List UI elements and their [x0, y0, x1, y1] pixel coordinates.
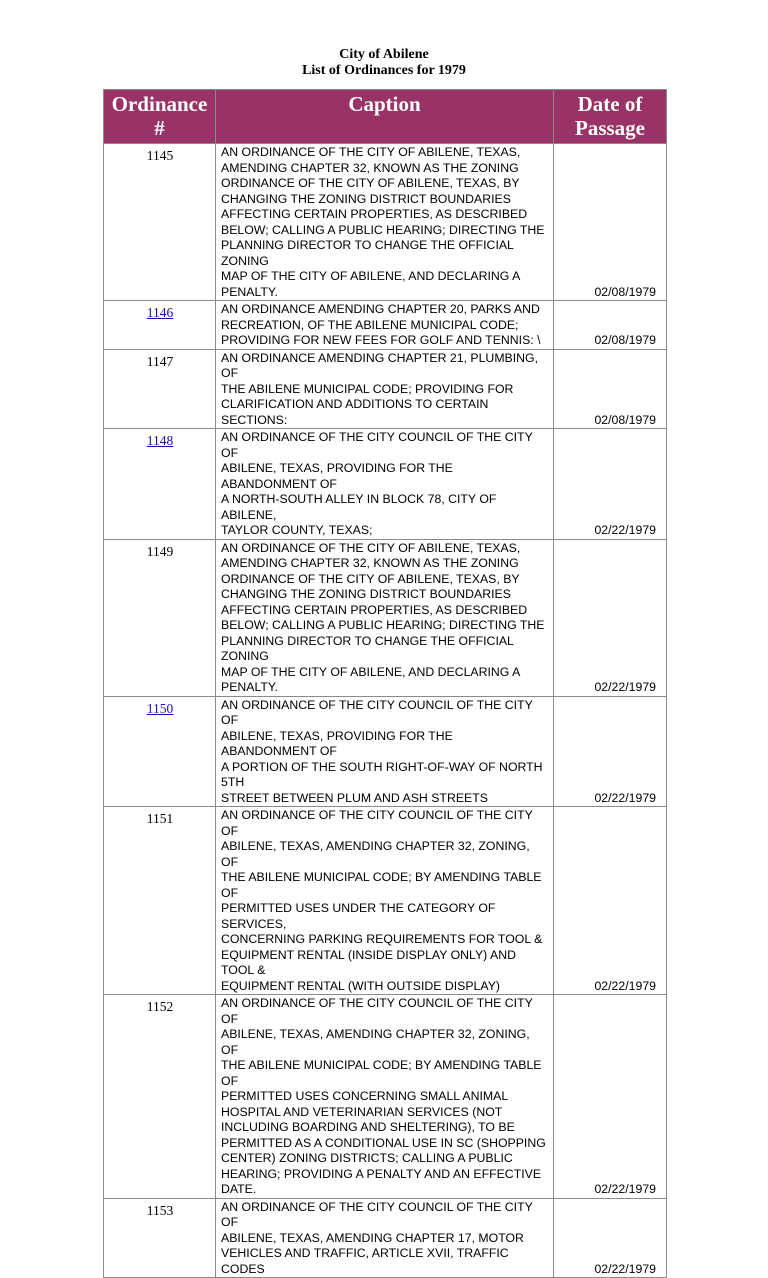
date-of-passage-cell: 02/22/1979 [554, 539, 667, 696]
date-of-passage-cell: 02/08/1979 [554, 349, 667, 429]
caption-cell: AN ORDINANCE OF THE CITY COUNCIL OF THE CITY OF ABILENE, TEXAS, PROVIDING FOR THE ABANDONMENT OF A NORTH-SOUTH ALLEY IN BLOCK 78, CITY OF ABILENE, TAYLOR COUNTY, TEXAS; [216, 429, 554, 540]
table-row [104, 995, 667, 1199]
column-header-ordinance: Ordinance # [104, 90, 216, 144]
caption-cell: AN ORDINANCE OF THE CITY COUNCIL OF THE CITY OF ABILENE, TEXAS, AMENDING CHAPTER 32, ZONING, OF THE ABILENE MUNICIPAL CODE; BY AMENDING TABLE OF PERMITTED USES UNDER THE CATEGORY OF SERVICES, CONCERNING PARKING REQUIREMENTS FOR TOOL & EQUIPMENT RENTAL (INSIDE DISPLAY ONLY) AND TOOL & EQUIPMENT RENTAL (WITH OUTSIDE DISPLAY) [216, 807, 554, 995]
ordinance-number: 1153 [146, 1202, 174, 1218]
caption-cell: AN ORDINANCE OF THE CITY COUNCIL OF THE CITY OF ABILENE, TEXAS, AMENDING CHAPTER 32, ZONING, OF THE ABILENE MUNICIPAL CODE; BY AMENDING TABLE OF PERMITTED USES CONCERNING SMALL ANIMAL HOSPITAL AND VETERINARIAN SERVICES (NOT INCLUDING BOARDING AND SHELTERING), TO BE PERMITTED AS A CONDITIONAL USE IN SC (SHOPPING CENTER) ZONING DISTRICTS; CALLING A PUBLIC HEARING; PROVIDING A PENALTY AND AN EFFECTIVE DATE. [216, 995, 554, 1199]
date-of-passage-cell: 02/22/1979 [554, 995, 667, 1199]
ordinance-link[interactable]: 1150 [146, 700, 174, 716]
date-of-passage-cell: 02/22/1979 [554, 429, 667, 540]
table-row [104, 301, 667, 350]
table-row [104, 539, 667, 696]
ordinance-number: 1152 [146, 999, 174, 1014]
caption-cell: AN ORDINANCE OF THE CITY COUNCIL OF THE CITY OF ABILENE, TEXAS, AMENDING CHAPTER 17, MOTOR VEHICLES AND TRAFFIC, ARTICLE XVII, TRAFFIC CODES [216, 1198, 554, 1278]
ordinance-number-cell [104, 1198, 216, 1278]
ordinances-table [103, 89, 667, 1278]
city-name: City of Abilene [339, 47, 429, 62]
ordinance-number-cell [104, 995, 216, 1199]
ordinance-link[interactable]: 1148 [146, 433, 174, 448]
ordinance-number: 1145 [146, 148, 174, 163]
ordinance-number: 1149 [146, 543, 174, 559]
caption-cell: AN ORDINANCE AMENDING CHAPTER 20, PARKS AND RECREATION, OF THE ABILENE MUNICIPAL CODE; PROVIDING FOR NEW FEES FOR GOLF AND TENNIS: \ [216, 301, 554, 350]
date-of-passage-cell: 02/22/1979 [554, 1198, 667, 1278]
list-title: List of Ordinances for 1979 [302, 63, 466, 78]
ordinance-number-cell [104, 696, 216, 807]
date-of-passage-cell: 02/22/1979 [554, 807, 667, 995]
ordinance-number-cell [104, 301, 216, 350]
caption-cell: AN ORDINANCE OF THE CITY COUNCIL OF THE CITY OF ABILENE, TEXAS, PROVIDING FOR THE ABANDONMENT OF A PORTION OF THE SOUTH RIGHT-OF-WAY OF NORTH 5TH STREET BETWEEN PLUM AND ASH STREETS [216, 696, 554, 807]
table-row [104, 807, 667, 995]
document-title [0, 47, 768, 79]
ordinance-number: 1151 [146, 811, 174, 826]
table-row [104, 144, 667, 301]
date-of-passage-cell: 02/08/1979 [554, 301, 667, 350]
ordinance-number: 1147 [146, 353, 174, 369]
caption-cell: AN ORDINANCE OF THE CITY OF ABILENE, TEXAS, AMENDING CHAPTER 32, KNOWN AS THE ZONING ORDINANCE OF THE CITY OF ABILENE, TEXAS, BY CHANGING THE ZONING DISTRICT BOUNDARIES AFFECTING CERTAIN PROPERTIES, AS DESCRIBED BELOW; CALLING A PUBLIC HEARING; DIRECTING THE PLANNING DIRECTOR TO CHANGE THE OFFICIAL ZONING MAP OF THE CITY OF ABILENE, AND DECLARING A PENALTY. [216, 539, 554, 696]
table-row [104, 696, 667, 807]
ordinance-number-cell [104, 807, 216, 995]
caption-cell: AN ORDINANCE AMENDING CHAPTER 21, PLUMBING, OF THE ABILENE MUNICIPAL CODE; PROVIDING FOR CLARIFICATION AND ADDITIONS TO CERTAIN SECTIONS: [216, 349, 554, 429]
table-row [104, 429, 667, 540]
date-of-passage-cell: 02/08/1979 [554, 144, 667, 301]
table-header-row [104, 90, 667, 144]
caption-cell: AN ORDINANCE OF THE CITY OF ABILENE, TEXAS, AMENDING CHAPTER 32, KNOWN AS THE ZONING ORDINANCE OF THE CITY OF ABILENE, TEXAS, BY CHANGING THE ZONING DISTRICT BOUNDARIES AFFECTING CERTAIN PROPERTIES, AS DESCRIBED BELOW; CALLING A PUBLIC HEARING; DIRECTING THE PLANNING DIRECTOR TO CHANGE THE OFFICIAL ZONING MAP OF THE CITY OF ABILENE, AND DECLARING A PENALTY. [216, 144, 554, 301]
table-row [104, 349, 667, 429]
column-header-date: Date of Passage [554, 90, 667, 144]
ordinance-number-cell [104, 349, 216, 429]
date-of-passage-cell: 02/22/1979 [554, 696, 667, 807]
ordinance-link[interactable]: 1146 [146, 305, 174, 320]
table-row [104, 1198, 667, 1278]
ordinance-number-cell [104, 539, 216, 696]
column-header-caption: Caption [216, 90, 554, 144]
ordinance-number-cell [104, 144, 216, 301]
ordinance-number-cell [104, 429, 216, 540]
